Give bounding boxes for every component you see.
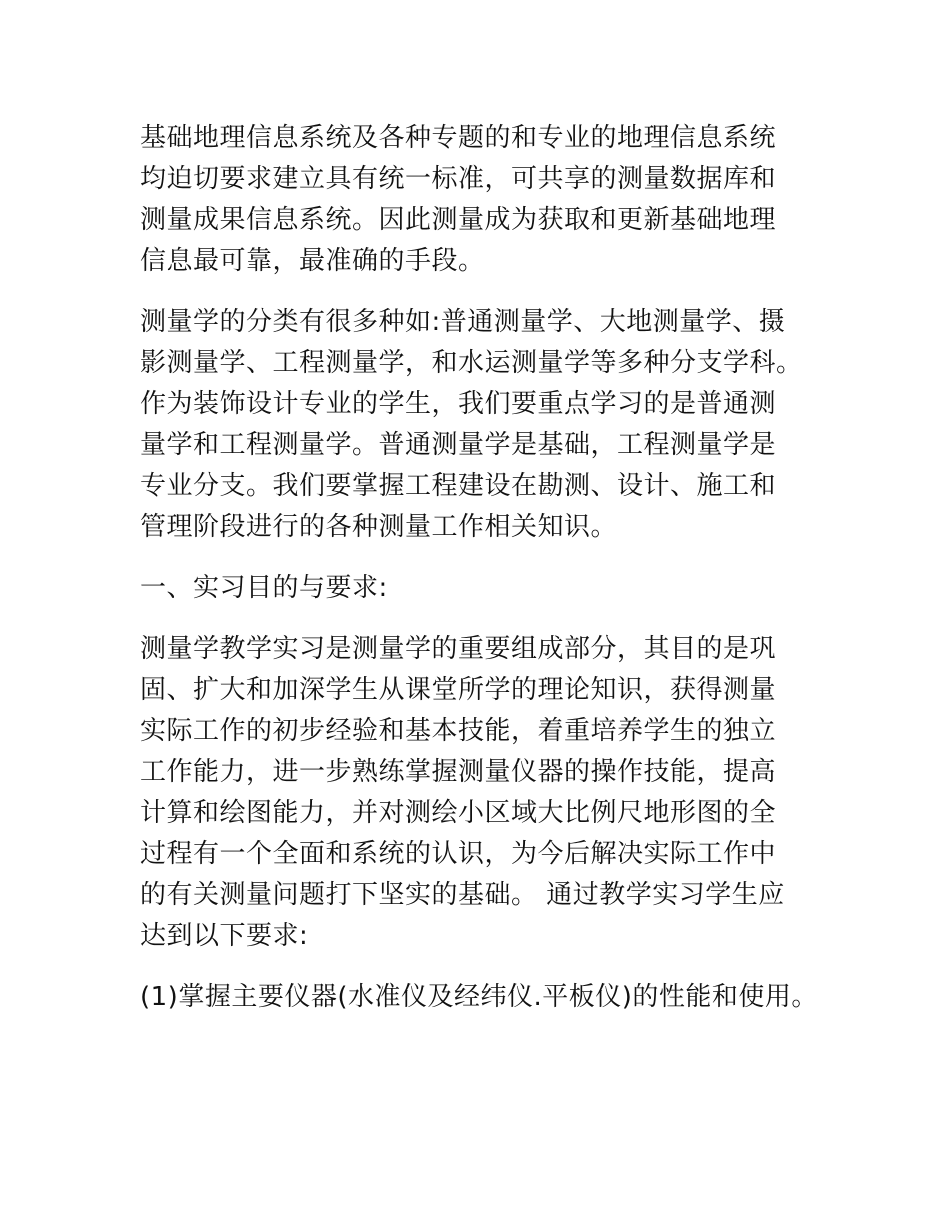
text-line: 过程有一个全面和系统的认识，为今后解决实际工作中	[140, 839, 777, 869]
text-line: 管理阶段进行的各种测量工作相关知识。	[140, 512, 618, 542]
text-line: 实际工作的初步经验和基本技能，着重培养学生的独立	[140, 716, 777, 746]
paragraph-internship-purpose	[140, 629, 830, 957]
text-line: 影测量学、工程测量学，和水运测量学等多种分支学科。	[140, 348, 803, 378]
text-line: 信息最可靠，最准确的手段。	[140, 246, 485, 276]
list-item-requirement-1	[140, 977, 830, 1018]
heading-line: 一、实习目的与要求:	[140, 573, 388, 603]
text-line: 计算和绘图能力，并对测绘小区域大比例尺地形图的全	[140, 798, 777, 828]
text-line: 专业分支。我们要掌握工程建设在勘测、设计、施工和	[140, 471, 777, 501]
text-line: 达到以下要求:	[140, 921, 309, 951]
text-line: (1)掌握主要仪器(水准仪及经纬仪.平板仪)的性能和使用。	[140, 982, 818, 1012]
text-line: 测量成果信息系统。因此测量成为获取和更新基础地理	[140, 205, 777, 235]
text-line: 均迫切要求建立具有统一标准，可共享的测量数据库和	[140, 164, 777, 194]
text-line: 量学和工程测量学。普通测量学是基础，工程测量学是	[140, 430, 777, 460]
text-line: 作为装饰设计专业的学生，我们要重点学习的是普通测	[140, 389, 777, 419]
text-line: 基础地理信息系统及各种专题的和专业的地理信息系统	[140, 123, 777, 153]
text-line: 工作能力，进一步熟练掌握测量仪器的操作技能，提高	[140, 757, 777, 787]
text-line: 测量学教学实习是测量学的重要组成部分，其目的是巩	[140, 634, 777, 664]
paragraph-survey-classification	[140, 302, 830, 548]
document-body	[140, 118, 830, 1038]
section-heading	[140, 568, 830, 609]
text-line: 测量学的分类有很多种如:普通测量学、大地测量学、摄	[140, 307, 786, 337]
text-line: 固、扩大和加深学生从课堂所学的理论知识，获得测量	[140, 675, 777, 705]
text-line: 的有关测量问题打下坚实的基础。 通过教学实习学生应	[140, 880, 785, 910]
paragraph-gis-intro	[140, 118, 830, 282]
